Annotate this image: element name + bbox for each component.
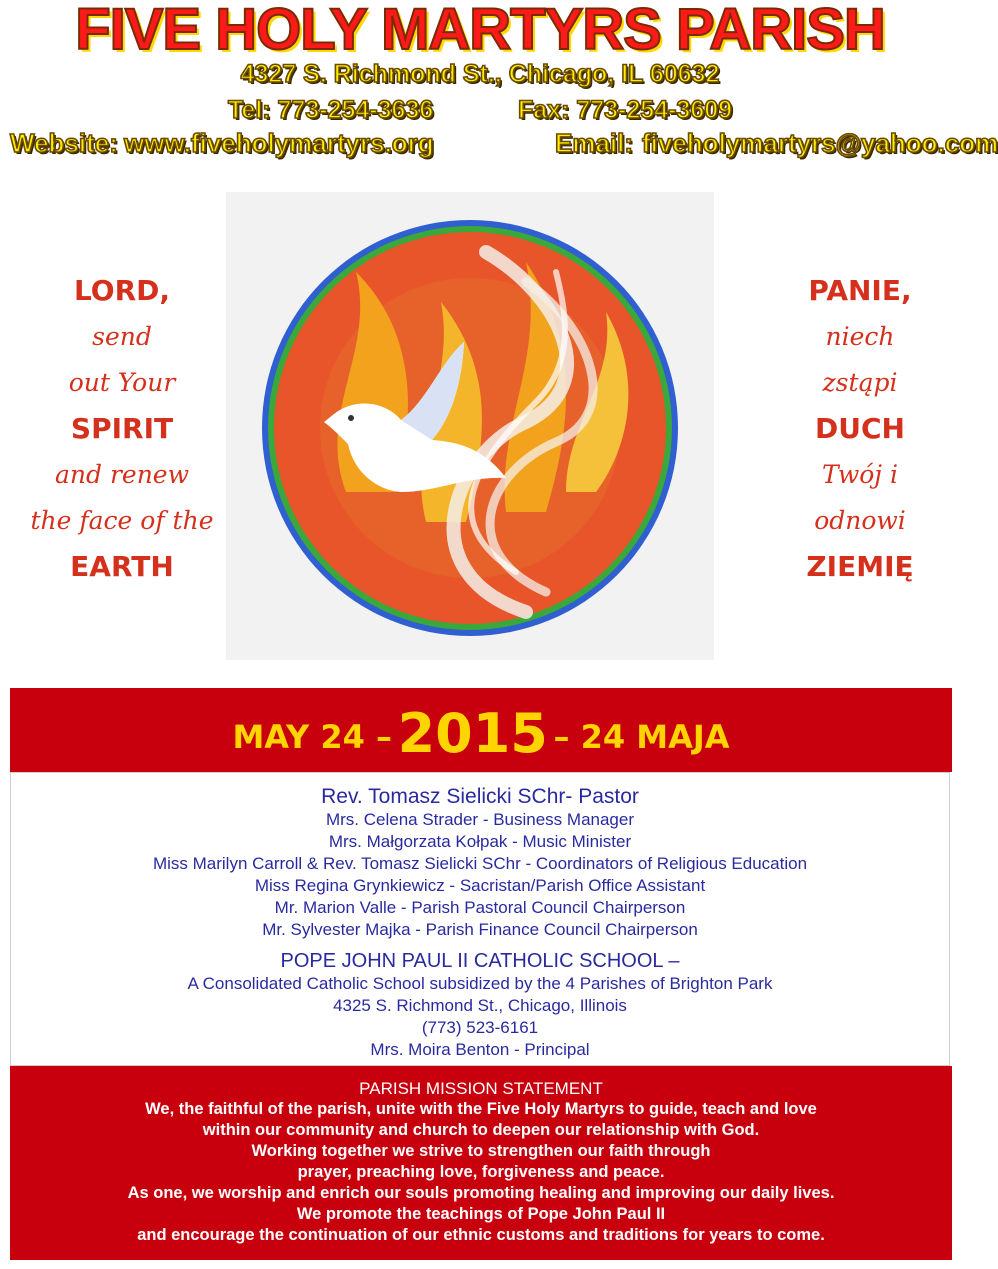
school-line: 4325 S. Richmond St., Chicago, Illinois — [333, 996, 627, 1015]
mission-line: We promote the teachings of Pope John Paul II — [296, 1205, 666, 1223]
school-line: A Consolidated Catholic School subsidized by the 4 Parishes of Brighton Park — [187, 974, 773, 993]
date-polish: – 24 MAJA — [553, 718, 730, 756]
prayer-pl-line: ZIEMIĘ — [806, 550, 914, 583]
staff-line: Mrs. Celena Strader - Business Manager — [325, 810, 635, 829]
date-text — [10, 688, 952, 765]
prayer-pl-line: Twój i — [822, 460, 898, 489]
prayer-en-line: and renew — [55, 460, 189, 489]
date-english: MAY 24 – — [232, 718, 392, 756]
date-band — [10, 688, 952, 772]
mission-title: PARISH MISSION STATEMENT — [359, 1079, 603, 1098]
mission-line: As one, we worship and enrich our souls promoting healing and improving our daily lives. — [127, 1184, 835, 1202]
prayer-pl-line: niech — [825, 322, 895, 351]
mission-statement — [10, 1066, 952, 1260]
parish-address: 4327 S. Richmond St., Chicago, IL 60632 — [240, 60, 720, 88]
mission-line: We, the faithful of the parish, unite with the Five Holy Martyrs to guide, teach and love — [145, 1100, 817, 1118]
prayer-english — [12, 268, 232, 590]
staff-line: Mr. Sylvester Majka - Parish Finance Council Chairperson — [262, 920, 698, 939]
parish-phone: Tel: 773-254-3636 — [228, 96, 434, 124]
staff-line: Mr. Marion Valle - Parish Pastoral Council Chairperson — [274, 898, 686, 917]
staff-directory — [10, 772, 950, 1066]
prayer-pl-line: PANIE, — [808, 274, 912, 307]
prayer-en-line: out Your — [68, 368, 176, 397]
prayer-pl-line: odnowi — [814, 506, 906, 535]
parish-fax: Fax: 773-254-3609 — [518, 96, 733, 124]
email-link[interactable]: fiveholymartyrs@yahoo.com — [642, 128, 998, 158]
website-label: Website: — [10, 128, 118, 158]
staff-line: Miss Marilyn Carroll & Rev. Tomasz Sielicki SChr - Coordinators of Religious Education — [152, 854, 808, 873]
parish-title: FIVE HOLY MARTYRS PARISH — [75, 0, 885, 62]
prayer-pl-line: DUCH — [815, 412, 905, 445]
mission-line: within our community and church to deepen our relationship with God. — [202, 1121, 760, 1139]
pastor-name: Rev. Tomasz Sielicki SChr- Pastor — [321, 785, 639, 808]
mission-line: and encourage the continuation of our ethnic customs and traditions for years to come. — [137, 1226, 825, 1244]
mission-line: Working together we strive to strengthen our faith through — [251, 1142, 711, 1160]
prayer-polish — [760, 268, 960, 590]
date-year: 2015 — [397, 702, 548, 765]
prayer-pl-line: zstąpi — [822, 368, 898, 397]
school-line: (773) 523-6161 — [421, 1018, 539, 1037]
email-label: Email: — [555, 128, 634, 158]
staff-line: Mrs. Małgorzata Kołpak - Music Minister — [328, 832, 632, 851]
prayer-en-line: send — [92, 322, 152, 351]
mission-line: prayer, preaching love, forgiveness and peace. — [297, 1163, 665, 1181]
school-title: POPE JOHN PAUL II CATHOLIC SCHOOL – — [280, 950, 680, 972]
holy-spirit-dove-artwork — [226, 192, 714, 660]
prayer-en-line: LORD, — [73, 274, 171, 307]
prayer-en-line: EARTH — [70, 550, 174, 583]
staff-line: Miss Regina Grynkiewicz - Sacristan/Parish Office Assistant — [254, 876, 706, 895]
prayer-en-line: the face of the — [30, 506, 214, 535]
school-line: Mrs. Moira Benton - Principal — [370, 1040, 590, 1059]
website-link[interactable]: www.fiveholymartyrs.org — [124, 128, 434, 158]
prayer-en-line: SPIRIT — [70, 412, 174, 445]
